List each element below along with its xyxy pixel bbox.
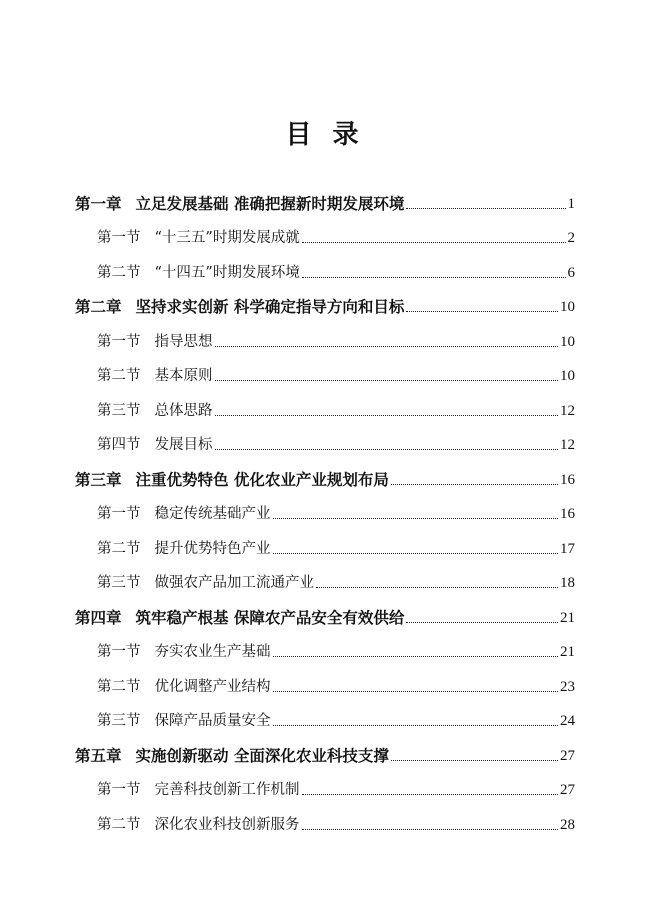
toc-entry-title: 深化农业科技创新服务: [154, 816, 300, 833]
toc-page-number: 1: [567, 195, 575, 212]
toc-entry-number: 第三章: [75, 470, 122, 489]
toc-entry-number: 第二节: [97, 264, 141, 281]
toc-leader-dots: [302, 829, 559, 830]
toc-entry-title: 筑牢稳产根基 保障农产品安全有效供给: [135, 608, 405, 627]
toc-entry-label: [97, 504, 271, 524]
toc-chapter-entry[interactable]: [75, 455, 575, 490]
toc-entry-number: 第二节: [97, 816, 141, 833]
toc-section-entry[interactable]: [75, 559, 575, 594]
toc-entry-number: 第三节: [97, 402, 141, 419]
toc-entry-number: 第二节: [97, 368, 141, 384]
toc-leader-dots: [391, 760, 558, 761]
toc-leader-dots: [391, 484, 558, 485]
toc-entry-label: [97, 263, 300, 283]
toc-entry-label: [75, 194, 404, 214]
toc-entry-title: 保障产品质量安全: [154, 713, 271, 729]
toc-entry-label: [97, 539, 271, 559]
toc-page-number: 21: [560, 609, 575, 626]
toc-leader-dots: [302, 794, 559, 795]
toc-leader-dots: [302, 277, 566, 278]
toc-entry-title: 注重优势特色 优化农业产业规划布局: [135, 470, 389, 489]
toc-entry-number: 第一节: [97, 782, 141, 798]
toc-leader-dots: [302, 242, 566, 243]
toc-entry-title: 实施创新驱动 全面深化农业科技支撑: [135, 746, 389, 765]
toc-entry-title: “十四五”时期发展环境: [154, 264, 300, 281]
toc-leader-dots: [215, 415, 559, 416]
toc-section-entry[interactable]: [75, 248, 575, 283]
toc-page-number: 16: [560, 471, 575, 488]
toc-entry-number: 第四节: [97, 437, 141, 453]
toc-page-number: 23: [560, 678, 575, 695]
toc-entry-number: 第一节: [97, 230, 141, 246]
toc-entry-title: 夯实农业生产基础: [154, 644, 271, 660]
toc-leader-dots: [273, 725, 559, 726]
toc-entry-label: [97, 642, 271, 662]
toc-section-entry[interactable]: [75, 766, 575, 801]
toc-section-entry[interactable]: [75, 421, 575, 456]
toc-entry-label: [75, 746, 389, 766]
toc-entry-label: [97, 815, 300, 835]
toc-entry-title: 指导思想: [154, 333, 213, 350]
page-title: 目 录: [285, 120, 365, 150]
toc-leader-dots: [406, 622, 558, 623]
toc-section-entry[interactable]: [75, 352, 575, 387]
table-of-contents: [75, 179, 575, 835]
toc-page-number: 2: [567, 230, 575, 246]
toc-entry-label: [97, 228, 300, 248]
toc-entry-title: 完善科技创新工作机制: [154, 782, 300, 798]
toc-leader-dots: [273, 518, 559, 519]
toc-leader-dots: [273, 553, 559, 554]
toc-entry-number: 第三节: [97, 713, 141, 729]
toc-section-entry[interactable]: [75, 524, 575, 559]
toc-entry-title: 提升优势特色产业: [154, 540, 271, 557]
toc-entry-label: [97, 677, 271, 697]
toc-leader-dots: [316, 587, 558, 588]
toc-page-number: 10: [560, 368, 575, 384]
toc-section-entry[interactable]: [75, 214, 575, 249]
toc-entry-title: 坚持求实创新 科学确定指导方向和目标: [135, 298, 405, 316]
toc-entry-title: “十三五”时期发展成就: [154, 230, 300, 246]
toc-page-number: 28: [560, 816, 575, 833]
toc-entry-label: [75, 297, 404, 317]
toc-page-number: 16: [560, 506, 575, 522]
toc-leader-dots: [406, 311, 558, 312]
toc-entry-number: 第二节: [97, 678, 141, 695]
toc-entry-title: 立足发展基础 准确把握新时期发展环境: [135, 194, 405, 213]
toc-entry-number: 第一节: [97, 506, 141, 522]
toc-entry-label: [97, 332, 213, 352]
toc-entry-number: 第二章: [75, 298, 122, 316]
toc-section-entry[interactable]: [75, 800, 575, 835]
toc-entry-title: 做强农产品加工流通产业: [154, 575, 314, 591]
toc-chapter-entry[interactable]: [75, 731, 575, 766]
toc-page-number: 27: [560, 747, 575, 764]
toc-chapter-entry[interactable]: [75, 283, 575, 318]
toc-page-number: 17: [560, 540, 575, 557]
toc-entry-number: 第二节: [97, 540, 141, 557]
toc-entry-title: 稳定传统基础产业: [154, 506, 271, 522]
toc-chapter-entry[interactable]: [75, 179, 575, 214]
toc-entry-label: [75, 608, 404, 628]
toc-entry-number: 第一节: [97, 644, 141, 660]
toc-page-number: 6: [567, 264, 575, 281]
toc-entry-title: 基本原则: [154, 368, 213, 384]
toc-leader-dots: [273, 656, 559, 657]
toc-leader-dots: [215, 346, 559, 347]
toc-page-number: 21: [560, 644, 575, 660]
toc-page-number: 10: [560, 299, 575, 315]
toc-chapter-entry[interactable]: [75, 593, 575, 628]
toc-entry-title: 总体思路: [154, 402, 213, 419]
toc-section-entry[interactable]: [75, 490, 575, 525]
toc-page-number: 24: [560, 713, 575, 729]
toc-leader-dots: [273, 691, 559, 692]
toc-entry-label: [97, 401, 213, 421]
toc-section-entry[interactable]: [75, 697, 575, 732]
toc-leader-dots: [215, 380, 559, 381]
toc-page-number: 18: [560, 575, 575, 591]
toc-entry-title: 发展目标: [154, 437, 213, 453]
toc-page-number: 27: [560, 782, 575, 798]
toc-entry-number: 第一节: [97, 333, 141, 350]
toc-page-number: 10: [560, 333, 575, 350]
toc-entry-label: [97, 780, 300, 800]
toc-section-entry[interactable]: [75, 628, 575, 663]
toc-entry-number: 第三节: [97, 575, 141, 591]
toc-section-entry[interactable]: [75, 317, 575, 352]
toc-leader-dots: [215, 449, 559, 450]
toc-entry-number: 第四章: [75, 608, 122, 627]
toc-section-entry[interactable]: [75, 386, 575, 421]
toc-entry-title: 优化调整产业结构: [154, 678, 271, 695]
toc-page-number: 12: [560, 437, 575, 453]
toc-entry-label: [97, 573, 314, 593]
toc-section-entry[interactable]: [75, 662, 575, 697]
toc-entry-number: 第一章: [75, 194, 122, 213]
toc-leader-dots: [406, 208, 565, 209]
toc-page-number: 12: [560, 402, 575, 419]
toc-entry-label: [97, 366, 213, 386]
toc-entry-number: 第五章: [75, 746, 122, 765]
toc-entry-label: [75, 470, 389, 490]
toc-entry-label: [97, 711, 271, 731]
toc-entry-label: [97, 435, 213, 455]
